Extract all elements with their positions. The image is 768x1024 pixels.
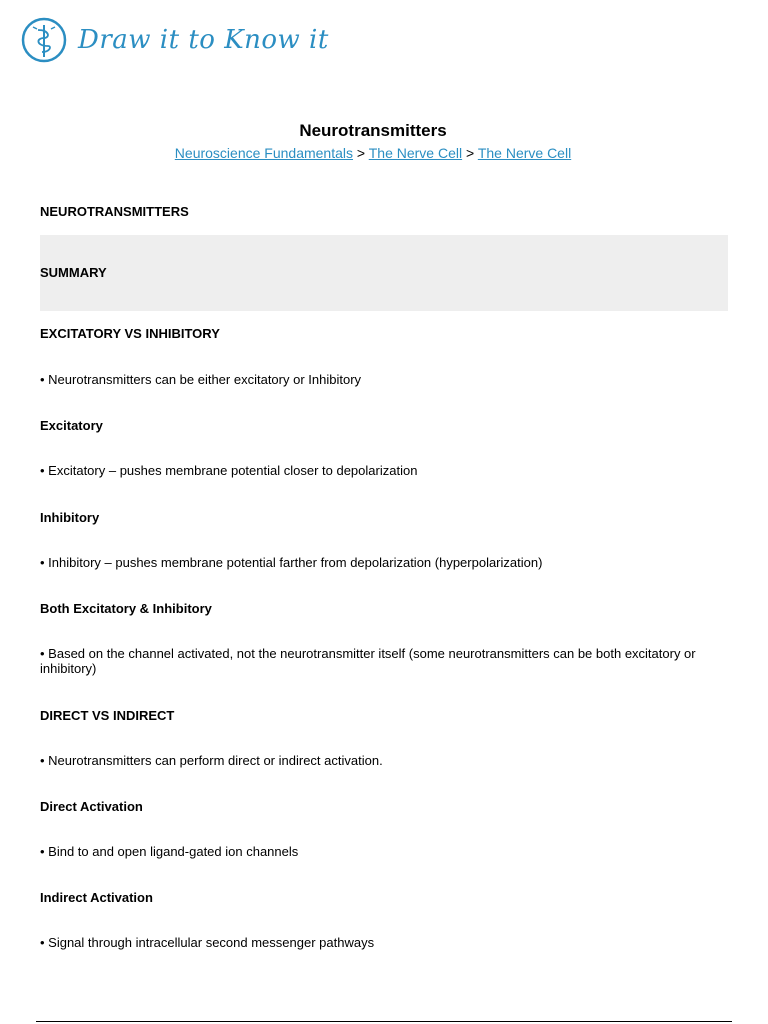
breadcrumb-link-the-nerve-cell[interactable]: The Nerve Cell <box>368 145 463 161</box>
breadcrumb-separator: > <box>466 145 475 161</box>
bullet-both: • Based on the channel activated, not the neurotransmitter itself (some neurotransmitters can be both excitatory or inhibitory) <box>40 646 696 676</box>
bullet-excitatory-or-inhibitory: • Neurotransmitters can be either excitatory or Inhibitory <box>40 372 362 387</box>
brand-logo[interactable] <box>20 16 329 64</box>
bullet-indirect-activation: • Signal through intracellular second messenger pathways <box>40 935 375 950</box>
breadcrumb-separator: > <box>356 145 366 161</box>
logo-text: Draw it to Know it <box>78 25 329 55</box>
heading-indirect-activation: Indirect Activation <box>40 890 153 905</box>
heading-excitatory-vs-inhibitory: EXCITATORY VS INHIBITORY <box>40 326 220 341</box>
summary-panel <box>40 235 728 311</box>
caduceus-logo-icon <box>20 16 68 64</box>
summary-heading: SUMMARY <box>40 265 107 280</box>
heading-direct-vs-indirect: DIRECT VS INDIRECT <box>40 708 175 723</box>
bullet-direct-activation: • Bind to and open ligand-gated ion channels <box>40 844 299 859</box>
heading-direct-activation: Direct Activation <box>40 799 143 814</box>
breadcrumb-link-the-nerve-cell-current[interactable]: The Nerve Cell <box>477 145 572 161</box>
heading-excitatory: Excitatory <box>40 418 103 433</box>
section-title: NEUROTRANSMITTERS <box>40 204 189 219</box>
bullet-direct-or-indirect: • Neurotransmitters can perform direct or indirect activation. <box>40 753 383 768</box>
breadcrumb <box>0 144 746 162</box>
bullet-inhibitory: • Inhibitory – pushes membrane potential farther from depolarization (hyperpolarization) <box>40 555 543 570</box>
breadcrumb-link-neuroscience-fundamentals[interactable]: Neuroscience Fundamentals <box>174 145 354 161</box>
footer-divider <box>36 1021 732 1022</box>
heading-both: Both Excitatory & Inhibitory <box>40 601 212 616</box>
heading-inhibitory: Inhibitory <box>40 510 100 525</box>
page-title: Neurotransmitters <box>299 121 447 140</box>
bullet-excitatory: • Excitatory – pushes membrane potential closer to depolarization <box>40 463 418 478</box>
